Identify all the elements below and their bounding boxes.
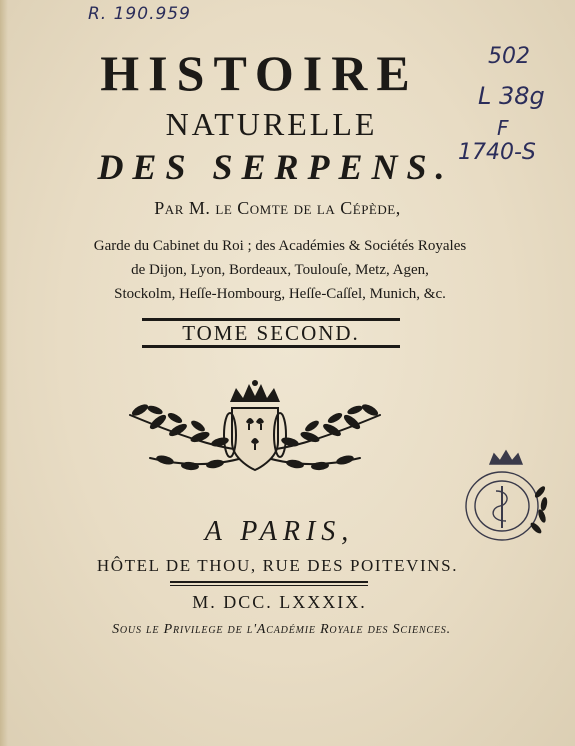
margin-annotation-1: 502 — [488, 44, 530, 69]
title-line-3: DES SERPENS. — [97, 147, 454, 187]
volume-label: TOME SECOND. — [182, 321, 360, 345]
shelfmark-annotation: R. 190.959 — [88, 4, 191, 24]
margin-annotation-3: F — [497, 116, 509, 140]
author-affiliations — [60, 234, 500, 306]
imprint-place: A PARIS, — [204, 516, 355, 547]
publisher-rule-thick — [170, 581, 368, 583]
title-line-2: NATURELLE — [165, 106, 378, 142]
margin-annotation-2: L 38g — [478, 82, 545, 110]
author-line: Par M. le Comte de la Cépède, — [154, 198, 401, 218]
margin-annotation-4: 1740-S — [458, 140, 536, 165]
royal-arms-fleur-de-lis-icon — [120, 380, 390, 490]
affiliation-line-2: de Dijon, Lyon, Bordeaux, Toulouſe, Metz, Agen, — [131, 262, 429, 278]
volume-rule-bottom — [142, 345, 400, 348]
affiliation-line-1: Garde du Cabinet du Roi ; des Académies & Sociétés Royales — [93, 238, 467, 254]
privilege-line: Sous le Privilege de l'Académie Royale des Sciences. — [112, 622, 451, 637]
volume-block — [142, 318, 400, 358]
imprint-publisher: HÔTEL DE THOU, RUE DES POITEVINS. — [96, 556, 459, 575]
title-line-1: HISTOIRE — [100, 45, 419, 101]
publisher-rule-thin — [170, 585, 368, 586]
imprint-date: M. DCC. LXXXIX. — [192, 592, 367, 612]
affiliation-line-3: Stockolm, Heſſe-Hombourg, Heſſe-Caſſel, Munich, &c. — [114, 286, 446, 302]
